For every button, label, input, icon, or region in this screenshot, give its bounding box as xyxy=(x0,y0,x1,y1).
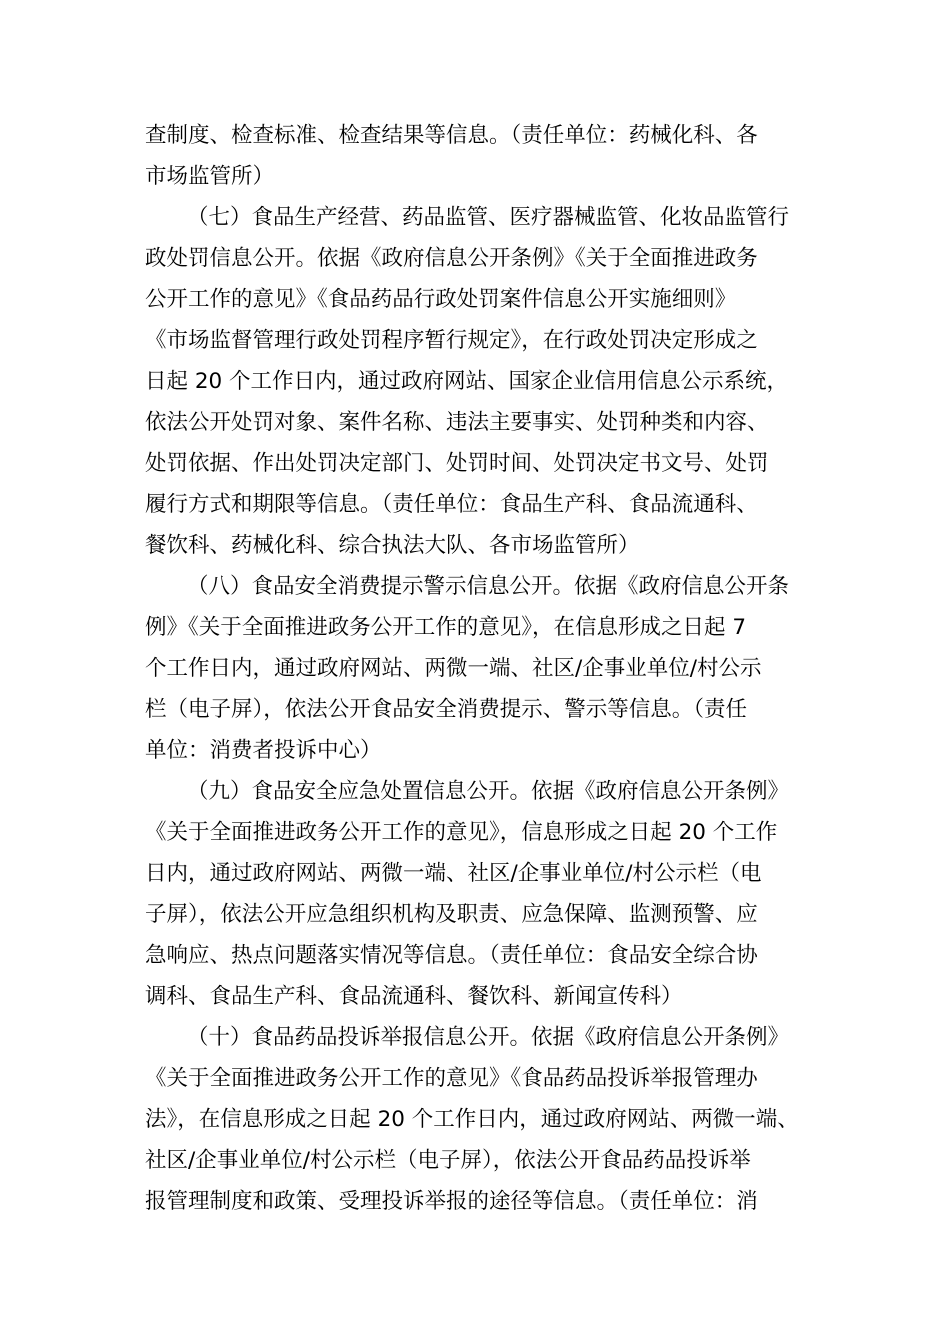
text-line: 处罚依据、作出处罚决定部门、处罚时间、处罚决定书文号、处罚 xyxy=(145,451,769,476)
text-line: 社区/企事业单位/村公示栏（电子屏），依法公开食品药品投诉举 xyxy=(145,1148,751,1173)
text-line: 《市场监督管理行政处罚程序暂行规定》，在行政处罚决定形成之 xyxy=(145,328,758,353)
text-line: 子屏），依法公开应急组织机构及职责、应急保障、监测预警、应 xyxy=(145,902,758,927)
text-line: 法》，在信息形成之日起 20 个工作日内，通过政府网站、两微一端、 xyxy=(145,1107,799,1132)
text-line: 政处罚信息公开。依据《政府信息公开条例》《关于全面推进政务 xyxy=(145,246,758,271)
text-line: 市场监管所） xyxy=(145,164,275,189)
text-line: 例》《关于全面推进政务公开工作的意见》，在信息形成之日起 7 xyxy=(145,615,747,640)
text-line: 履行方式和期限等信息。（责任单位：食品生产科、食品流通科、 xyxy=(145,492,758,517)
text-line: 公开工作的意见》《食品药品行政处罚案件信息公开实施细则》 xyxy=(145,287,737,312)
text-line: 餐饮科、药械化科、综合执法大队、各市场监管所） xyxy=(145,533,640,558)
text-line: 栏（电子屏），依法公开食品安全消费提示、警示等信息。（责任 xyxy=(145,697,748,722)
paragraph-heading-8: （八）食品安全消费提示警示信息公开。依据《政府信息公开条 xyxy=(187,574,790,599)
text-line: 单位：消费者投诉中心） xyxy=(145,738,382,763)
text-line: 急响应、热点问题落实情况等信息。（责任单位：食品安全综合协 xyxy=(145,943,758,968)
paragraph-heading-9: （九）食品安全应急处置信息公开。依据《政府信息公开条例》 xyxy=(187,779,790,804)
paragraph-heading-10: （十）食品药品投诉举报信息公开。依据《政府信息公开条例》 xyxy=(187,1025,790,1050)
paragraph-heading-7: （七）食品生产经营、药品监管、医疗器械监管、化妆品监管行 xyxy=(187,205,790,230)
text-line: 报管理制度和政策、受理投诉举报的途径等信息。（责任单位：消 xyxy=(145,1189,758,1214)
text-line: 调科、食品生产科、食品流通科、餐饮科、新闻宣传科） xyxy=(145,984,683,1009)
text-line: 《关于全面推进政务公开工作的意见》《食品药品投诉举报管理办 xyxy=(145,1066,758,1091)
text-line: 依法公开处罚对象、案件名称、违法主要事实、处罚种类和内容、 xyxy=(145,410,769,435)
text-line: 查制度、检查标准、检查结果等信息。（责任单位：药械化科、各 xyxy=(145,123,758,148)
text-line: 《关于全面推进政务公开工作的意见》，信息形成之日起 20 个工作 xyxy=(145,820,778,845)
text-line: 个工作日内，通过政府网站、两微一端、社区/企事业单位/村公示 xyxy=(145,656,762,681)
text-line: 日内，通过政府网站、两微一端、社区/企事业单位/村公示栏（电 xyxy=(145,861,762,886)
text-line: 日起 20 个工作日内，通过政府网站、国家企业信用信息公示系统， xyxy=(145,369,789,394)
